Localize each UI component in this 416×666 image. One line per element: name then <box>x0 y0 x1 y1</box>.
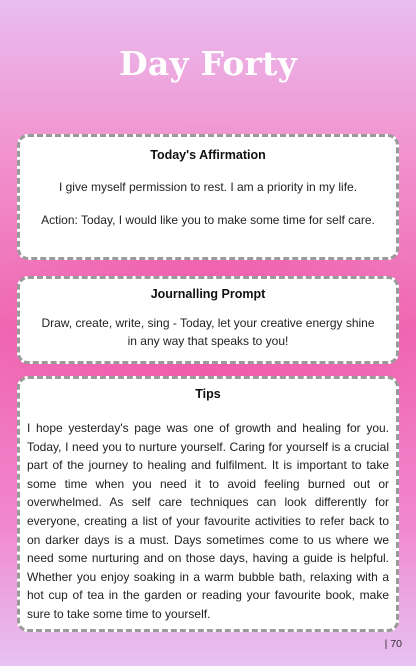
page-number: | 70 <box>384 638 402 650</box>
affirmation-card <box>17 134 399 260</box>
tips-body-text: I hope yesterday's page was one of growth and healing for you. Today, I need you to nurture yourself. Caring for yourself is a crucial part of the journey to healing and fulfilment. It is important to take some time when you need it to avoid feeling burned out or overwhelmed. As self care techniques can look differently for everyone, creating a list of your favourite activities to refer back to on darker days is a must. Days sometimes come to us where we need some nurturing and on those days, having a guide is helpful. Whether you enjoy soaking in a warm bubble bath, relaxing with a hot cup of tea in the garden or reading your favourite book, make sure to take some time to yourself. <box>27 421 389 621</box>
journalling-prompt-text: Draw, create, write, sing - Today, let your creative energy shine in any way that speaks to you! <box>41 316 375 348</box>
journalling-prompt-card <box>17 276 399 364</box>
journalling-prompt-heading: Journalling Prompt <box>150 287 266 301</box>
tips-heading: Tips <box>195 387 221 401</box>
page-title: Day Forty <box>119 44 297 83</box>
affirmation-action: Action: Today, I would like you to make some time for self care. <box>41 213 375 227</box>
affirmation-text: I give myself permission to rest. I am a priority in my life. <box>58 180 358 194</box>
affirmation-heading: Today's Affirmation <box>150 148 266 162</box>
tips-card <box>17 376 399 632</box>
